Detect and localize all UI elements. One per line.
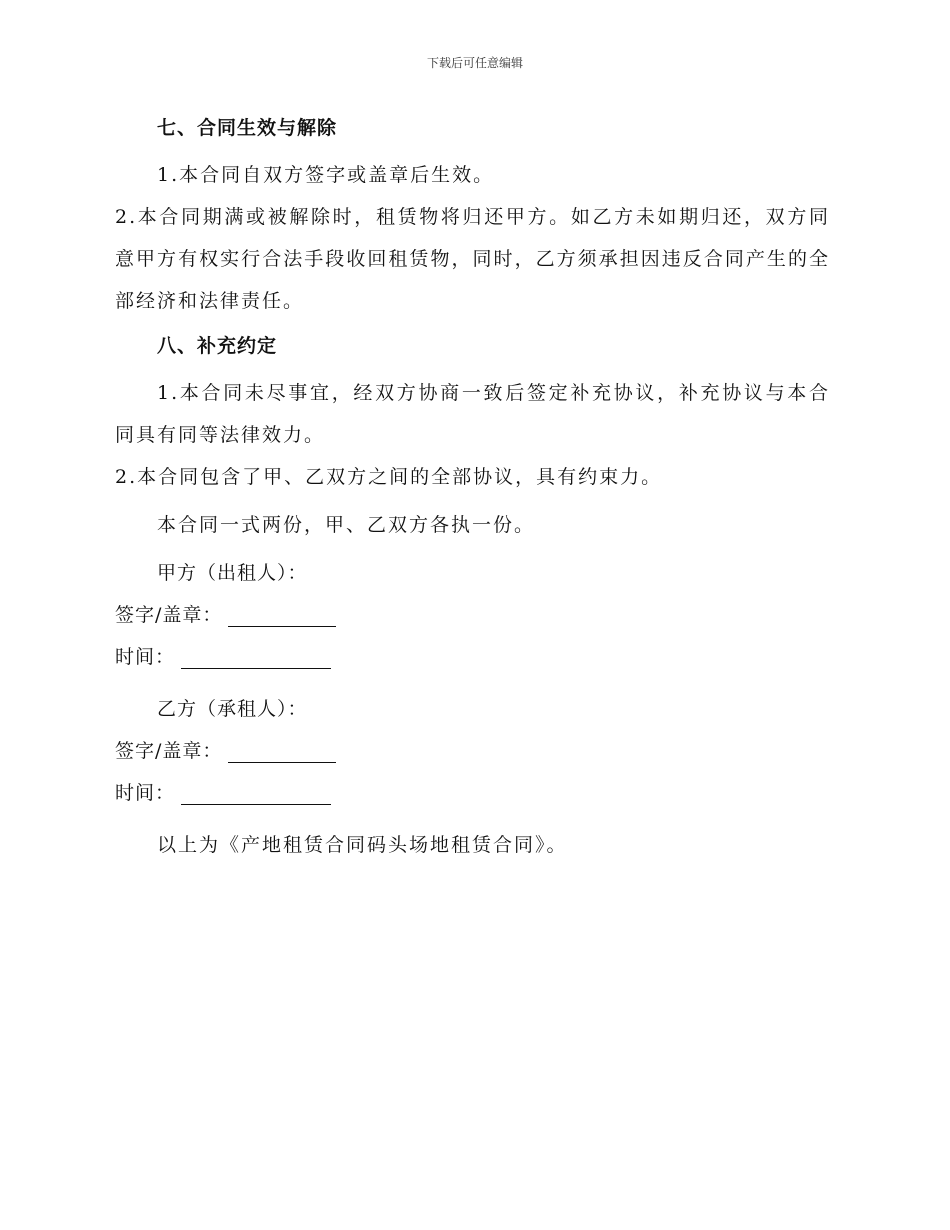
party-a-time-label: 时间： [115,646,176,668]
section-seven-clause-2: 2.本合同期满或被解除时，租赁物将归还甲方。如乙方未如期归还，双方同意甲方有权实行合法手段收回租赁物，同时，乙方须承担因违反合同产生的全部经济和法律责任。 [115,206,830,312]
section-seven-title: 七、合同生效与解除 [157,117,338,139]
party-a-title: 甲方（出租人）： [157,562,308,584]
party-a-sign-blank [228,604,336,627]
party-a-time-row [115,636,830,678]
section-eight-clause-2: 2.本合同包含了甲、乙双方之间的全部协议，具有约束力。 [115,466,663,488]
document-body [115,110,830,866]
party-a-sign-label: 签字/盖章： [115,604,223,626]
party-b-sign-row [115,730,830,772]
party-b-sign-label: 签字/盖章： [115,740,223,762]
section-eight-clause-1: 1.本合同未尽事宜，经双方协商一致后签定补充协议，补充协议与本合同具有同等法律效力。 [115,382,830,446]
section-seven-clause-1: 1.本合同自双方签字或盖章后生效。 [157,164,495,186]
party-a-sign-row [115,594,830,636]
party-b-time-label: 时间： [115,782,176,804]
party-b-time-blank [181,782,331,805]
closing-statement: 以上为《产地租赁合同码头场地租赁合同》。 [157,834,568,856]
page-header: 下载后可任意编辑 [426,56,523,70]
party-b-sign-blank [228,740,336,763]
party-a-time-blank [181,646,331,669]
section-eight-title: 八、补充约定 [157,335,278,357]
party-b-title: 乙方（承租人）： [157,698,308,720]
copies-statement: 本合同一式两份，甲、乙双方各执一份。 [157,514,536,536]
party-b-time-row [115,772,830,814]
